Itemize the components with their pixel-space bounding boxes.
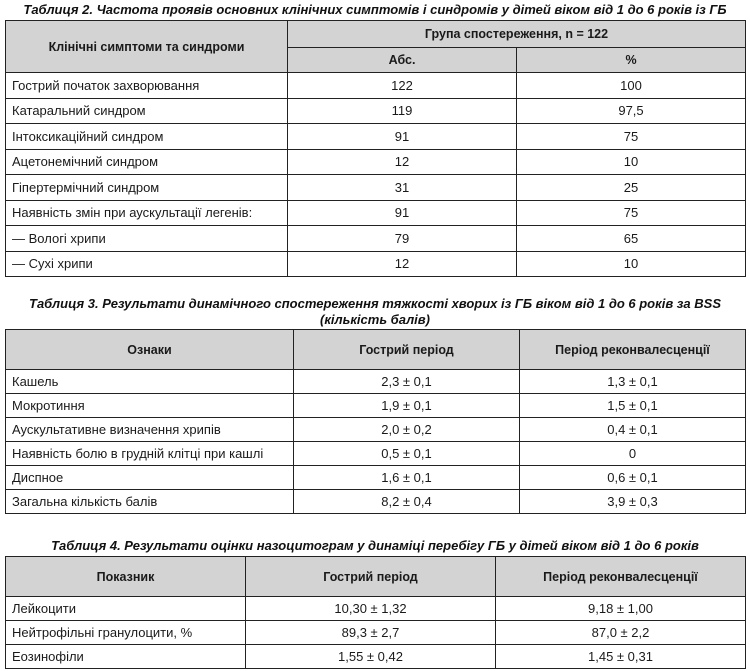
table2-cell-pct: 100 (517, 73, 746, 99)
table3-cell-conv: 0 (520, 442, 746, 466)
table2-header-symptoms: Клінічні симптоми та синдроми (6, 21, 288, 73)
table-row (6, 645, 746, 669)
table2-cell-label: Гострий початок захворювання (6, 73, 288, 99)
table2-cell-label: Ацетонемічний синдром (6, 149, 288, 175)
table2-header-abs: Абс. (288, 48, 517, 73)
table2-cell-pct: 65 (517, 226, 746, 252)
table2-cell-abs: 12 (288, 149, 517, 175)
table-row (6, 490, 746, 514)
table-row (6, 597, 746, 621)
table2-cell-pct: 10 (517, 251, 746, 277)
table3-cell-acute: 1,6 ± 0,1 (294, 466, 520, 490)
table4-cell-acute: 1,55 ± 0,42 (246, 645, 496, 669)
table2-cell-pct: 10 (517, 149, 746, 175)
table-row (6, 149, 746, 175)
table2-cell-abs: 122 (288, 73, 517, 99)
table4-cell-label: Лейкоцити (6, 597, 246, 621)
table-row (6, 200, 746, 226)
table3-cell-conv: 1,5 ± 0,1 (520, 394, 746, 418)
table4 (5, 556, 746, 669)
table2-cell-abs: 119 (288, 98, 517, 124)
table2-header-group: Група спостереження, n = 122 (288, 21, 746, 48)
table3-cell-label: Наявність болю в грудній клітці при кашлі (6, 442, 294, 466)
table-row (6, 466, 746, 490)
table2-cell-pct: 97,5 (517, 98, 746, 124)
table2-cell-label: — Сухі хрипи (6, 251, 288, 277)
table3-cell-label: Загальна кількість балів (6, 490, 294, 514)
table3-cell-acute: 2,3 ± 0,1 (294, 370, 520, 394)
table2-caption: Таблиця 2. Частота проявів основних клінічних симптомів і синдромів у дітей віком від 1 до 6 років із ГБ (23, 2, 727, 17)
table3-cell-label: Кашель (6, 370, 294, 394)
table2 (5, 20, 746, 277)
table-row (6, 394, 746, 418)
table3-header-signs: Ознаки (6, 330, 294, 370)
table-row (6, 124, 746, 150)
table3-caption-line2: (кількість балів) (320, 312, 430, 327)
table2-cell-pct: 75 (517, 200, 746, 226)
table-row (6, 370, 746, 394)
table-row (6, 226, 746, 252)
table3-cell-conv: 1,3 ± 0,1 (520, 370, 746, 394)
table4-cell-label: Нейтрофільні гранулоцити, % (6, 621, 246, 645)
table3-cell-conv: 0,4 ± 0,1 (520, 418, 746, 442)
table3-cell-label: Диспное (6, 466, 294, 490)
table2-cell-label: Інтоксикаційний синдром (6, 124, 288, 150)
table3-cell-conv: 3,9 ± 0,3 (520, 490, 746, 514)
table2-cell-abs: 91 (288, 124, 517, 150)
table4-header-convalescence: Період реконвалесценції (496, 557, 746, 597)
table2-cell-pct: 75 (517, 124, 746, 150)
table3-header-acute: Гострий період (294, 330, 520, 370)
table-row (6, 73, 746, 99)
table4-cell-acute: 89,3 ± 2,7 (246, 621, 496, 645)
table4-header-acute: Гострий період (246, 557, 496, 597)
table3-cell-acute: 0,5 ± 0,1 (294, 442, 520, 466)
table-row (6, 251, 746, 277)
table-row (6, 98, 746, 124)
table2-cell-label: Наявність змін при аускультації легенів: (6, 200, 288, 226)
table2-cell-label: — Вологі хрипи (6, 226, 288, 252)
table4-cell-conv: 1,45 ± 0,31 (496, 645, 746, 669)
table3-cell-conv: 0,6 ± 0,1 (520, 466, 746, 490)
table-row (6, 621, 746, 645)
table3-cell-acute: 8,2 ± 0,4 (294, 490, 520, 514)
table4-cell-acute: 10,30 ± 1,32 (246, 597, 496, 621)
table4-header-indicator: Показник (6, 557, 246, 597)
table-row (6, 175, 746, 201)
table2-cell-label: Гіпертермічний синдром (6, 175, 288, 201)
table3-cell-acute: 2,0 ± 0,2 (294, 418, 520, 442)
table3-header-convalescence: Період реконвалесценції (520, 330, 746, 370)
table4-cell-conv: 87,0 ± 2,2 (496, 621, 746, 645)
table4-caption: Таблиця 4. Результати оцінки назоцитограм у динаміці перебігу ГБ у дітей віком від 1 до 6 років (51, 538, 699, 553)
table3-caption-line1: Таблиця 3. Результати динамічного спостереження тяжкості хворих із ГБ віком від 1 до 6 років за BSS (29, 296, 721, 311)
table2-cell-abs: 79 (288, 226, 517, 252)
table2-cell-label: Катаральний синдром (6, 98, 288, 124)
table-row (6, 442, 746, 466)
table4-cell-conv: 9,18 ± 1,00 (496, 597, 746, 621)
table3-cell-acute: 1,9 ± 0,1 (294, 394, 520, 418)
table-row (6, 418, 746, 442)
table2-cell-abs: 31 (288, 175, 517, 201)
table2-header-pct: % (517, 48, 746, 73)
table3 (5, 329, 746, 514)
table3-cell-label: Аускультативне визначення хрипів (6, 418, 294, 442)
table3-cell-label: Мокротиння (6, 394, 294, 418)
table2-cell-abs: 91 (288, 200, 517, 226)
table2-cell-abs: 12 (288, 251, 517, 277)
table4-cell-label: Еозинофіли (6, 645, 246, 669)
table2-cell-pct: 25 (517, 175, 746, 201)
